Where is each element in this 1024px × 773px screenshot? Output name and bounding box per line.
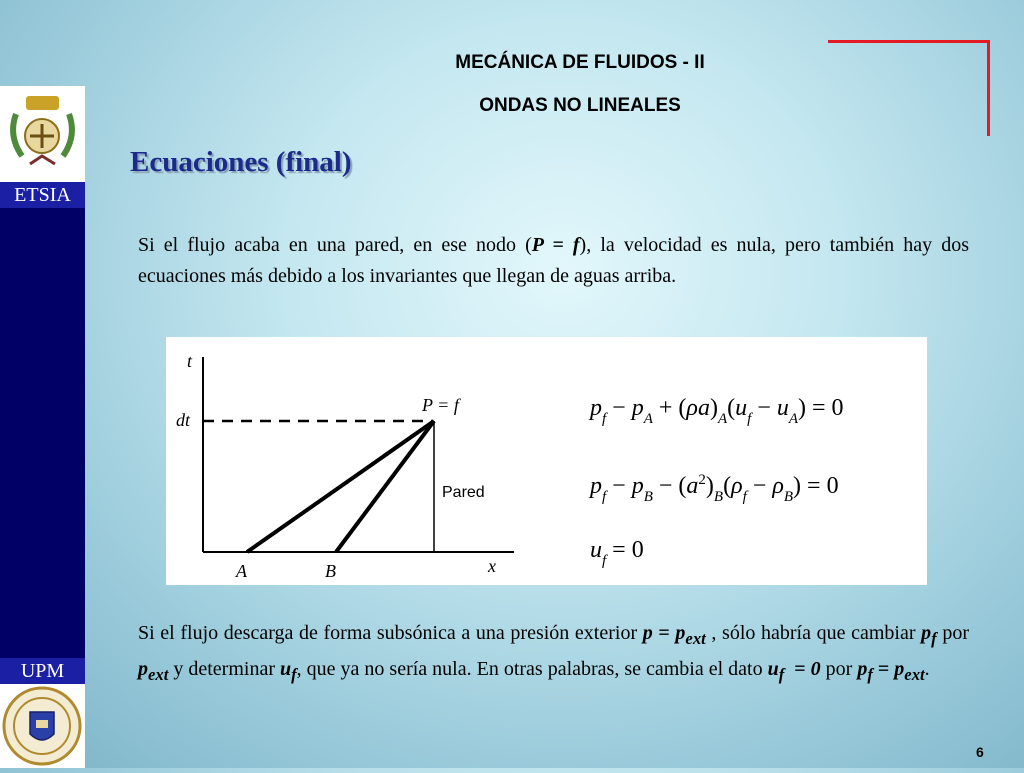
paragraph-discharge-text-g: .	[924, 658, 930, 680]
equation-1	[588, 395, 844, 427]
paragraph-discharge-text-e: , que ya no sería nula. En otras palabras, se cambia el dato	[296, 658, 768, 680]
paragraph-discharge-text-a: Si el flujo descarga de forma subsónica a una presión exterior	[138, 622, 643, 644]
dt-label: dt	[176, 410, 191, 430]
wall-label: Pared	[442, 484, 485, 501]
slide-title: Ecuaciones (final)	[130, 146, 352, 178]
etsia-label: ETSIA	[0, 182, 85, 208]
x-axis-label: x	[488, 556, 496, 576]
paragraph-discharge-text-d: y determinar	[168, 658, 280, 680]
equation-3	[590, 537, 644, 569]
svg-text:pf − pA + (ρa)A(uf − uA) = 0: $p_f - p_A + (\rho a)_A(u_f - u_A) = 0$	[590, 395, 844, 427]
point-p-label: P = f	[422, 395, 459, 415]
characteristic-from-a	[247, 421, 434, 552]
t-axis-label: t	[187, 351, 193, 371]
topic-header: ONDAS NO LINEALES	[479, 95, 681, 116]
paragraph-wall	[138, 230, 969, 292]
sidebar	[0, 86, 85, 768]
characteristics-figure	[166, 337, 927, 585]
point-a-label: A	[236, 561, 247, 581]
node-condition: P = f	[531, 234, 580, 256]
paragraph-discharge: Si el flujo descarga de forma subsónica a una presión exterior $p = p_{ext}$ , sólo habría que cambiar $p_f$ por $p_{ext}$ y determinar $u_f$, que ya no sería nula. En otras palabras, se cambia el dato $u_f = 0$ por $p_f = p_{ext}$.	[138, 622, 969, 684]
course-header: MECÁNICA DE FLUIDOS - II	[455, 52, 705, 73]
svg-text:uf = 0: $u_f = 0$	[590, 537, 644, 569]
paragraph-discharge-text-f: por	[820, 658, 858, 680]
paragraph-wall-text-2: ), la velocidad es nula, pero también hay dos ecuaciones más debido a los invariantes que llegan de aguas arriba.	[138, 234, 970, 287]
paragraph-wall-text-1: Si el flujo acaba en una pared, en ese nodo (	[138, 234, 532, 256]
equation-2	[588, 472, 839, 505]
etsia-crest-logo	[0, 86, 85, 182]
sidebar-stripe	[0, 208, 85, 658]
upm-label: UPM	[0, 658, 85, 684]
point-b-label: B	[325, 561, 336, 581]
paragraph-discharge-text-b: , sólo habría que cambiar	[705, 622, 922, 644]
upm-seal-logo	[0, 684, 85, 768]
characteristic-from-b	[336, 421, 434, 552]
page-number: 6	[976, 744, 984, 760]
paragraph-discharge-text-c: por	[936, 622, 969, 644]
svg-text:pf − pB − (a2)B(ρf − ρB) = 0: $p_f - p_B - (a^2)_B(\rho_f - \rho_B) = 0$	[590, 472, 839, 505]
